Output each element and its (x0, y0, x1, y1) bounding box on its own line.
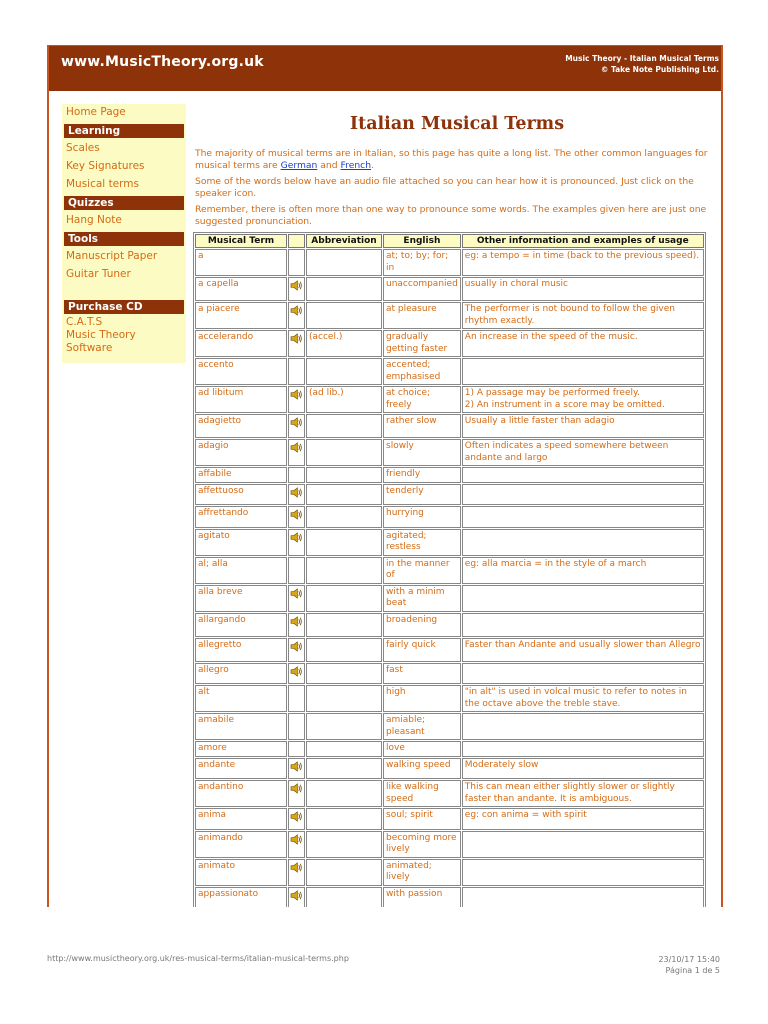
term-cell: amabile (195, 713, 287, 740)
sidebar-item-scales[interactable]: Scales (66, 142, 100, 154)
header-other-info: Other information and examples of usage (462, 234, 704, 248)
term-cell: animando (195, 831, 287, 858)
info-cell: 1) A passage may be performed freely. 2) An instrument in a score may be omitted. (462, 386, 704, 413)
intro-text: The majority of musical terms are in Italian, so this page has quite a long list. The other common languages for musical terms are (195, 148, 708, 171)
info-cell: Moderately slow (462, 758, 704, 780)
info-cell: An increase in the speed of the music. (462, 330, 704, 357)
abbreviation-cell (306, 713, 382, 740)
term-cell: allegretto (195, 638, 287, 662)
english-cell: tenderly (383, 484, 461, 506)
table-row (195, 758, 704, 780)
footer-url: http://www.musictheory.org.uk/res-musical-terms/italian-musical-terms.php (47, 954, 349, 963)
audio-cell[interactable] (288, 780, 305, 807)
speaker-icon[interactable] (290, 333, 303, 344)
audio-cell (288, 685, 305, 712)
term-cell: a (195, 249, 287, 276)
abbreviation-cell: (ad lib.) (306, 386, 382, 413)
english-cell: high (383, 685, 461, 712)
table-header-row (195, 234, 704, 248)
english-cell: at; to; by; for; in (383, 249, 461, 276)
audio-cell (288, 249, 305, 276)
info-cell: eg: alla marcia = in the style of a march (462, 557, 704, 584)
english-cell: accented; emphasised (383, 358, 461, 385)
info-cell: The performer is not bound to follow the given rhythm exactly. (462, 302, 704, 329)
abbreviation-cell (306, 758, 382, 780)
english-cell: walking speed (383, 758, 461, 780)
abbreviation-cell (306, 638, 382, 662)
info-cell (462, 585, 704, 612)
audio-cell[interactable] (288, 439, 305, 466)
abbreviation-cell (306, 685, 382, 712)
abbreviation-cell (306, 439, 382, 466)
term-cell: a piacere (195, 302, 287, 329)
abbreviation-cell: (accel.) (306, 330, 382, 357)
abbreviation-cell (306, 663, 382, 685)
audio-cell[interactable] (288, 506, 305, 528)
term-cell: al; alla (195, 557, 287, 584)
term-cell: accelerando (195, 330, 287, 357)
term-cell: andantino (195, 780, 287, 807)
intro-end: . (371, 159, 374, 171)
info-cell (462, 887, 704, 908)
audio-cell[interactable] (288, 859, 305, 886)
table-row (195, 484, 704, 506)
english-cell: rather slow (383, 414, 461, 438)
banner-info-title: Music Theory - Italian Musical Terms (565, 54, 719, 63)
table-row (195, 529, 704, 556)
sidebar-item-key-signatures[interactable]: Key Signatures (66, 160, 145, 172)
info-cell (462, 859, 704, 886)
table-row (195, 506, 704, 528)
footer-date: 23/10/17 15:40 (658, 955, 720, 964)
speaker-icon[interactable] (290, 761, 303, 772)
audio-cell[interactable] (288, 302, 305, 329)
term-cell: adagietto (195, 414, 287, 438)
speaker-icon[interactable] (290, 783, 303, 794)
speaker-icon[interactable] (290, 834, 303, 845)
sidebar-heading-quizzes: Quizzes (64, 196, 184, 210)
term-cell: allegro (195, 663, 287, 685)
speaker-icon[interactable] (290, 280, 303, 291)
english-cell: friendly (383, 467, 461, 483)
page-frame (47, 45, 723, 907)
audio-cell[interactable] (288, 277, 305, 301)
english-cell: slowly (383, 439, 461, 466)
pronounce-paragraph: Remember, there is often more than one way to pronounce some words. The examples given here are just one suggested pronunciation. (195, 204, 707, 227)
table-row (195, 249, 704, 276)
abbreviation-cell (306, 414, 382, 438)
abbreviation-cell (306, 613, 382, 637)
english-cell: agitated; restless (383, 529, 461, 556)
footer-page: Página 1 de 5 (665, 966, 720, 975)
term-cell: affettuoso (195, 484, 287, 506)
abbreviation-cell (306, 529, 382, 556)
speaker-icon[interactable] (290, 666, 303, 677)
table-row (195, 386, 704, 413)
english-cell: amiable; pleasant (383, 713, 461, 740)
audio-cell[interactable] (288, 663, 305, 685)
info-cell (462, 529, 704, 556)
table-row (195, 638, 704, 662)
intro-and: and (317, 159, 341, 171)
speaker-icon[interactable] (290, 442, 303, 453)
abbreviation-cell (306, 467, 382, 483)
abbreviation-cell (306, 831, 382, 858)
banner-info (565, 53, 719, 75)
term-cell: alla breve (195, 585, 287, 612)
table-row (195, 859, 704, 886)
audio-cell[interactable] (288, 808, 305, 830)
header-musical-term: Musical Term (195, 234, 287, 248)
abbreviation-cell (306, 358, 382, 385)
term-cell: affrettando (195, 506, 287, 528)
audio-cell (288, 713, 305, 740)
table-row (195, 663, 704, 685)
site-banner (49, 46, 721, 91)
speaker-icon[interactable] (290, 305, 303, 316)
english-cell: love (383, 741, 461, 757)
audio-cell[interactable] (288, 529, 305, 556)
info-cell (462, 506, 704, 528)
english-cell: like walking speed (383, 780, 461, 807)
info-cell: eg: con anima = with spirit (462, 808, 704, 830)
audio-cell[interactable] (288, 831, 305, 858)
sidebar-cats-line2[interactable]: Music Theory (66, 329, 136, 341)
abbreviation-cell (306, 741, 382, 757)
table-row (195, 439, 704, 466)
info-cell (462, 831, 704, 858)
info-cell: usually in choral music (462, 277, 704, 301)
term-cell: agitato (195, 529, 287, 556)
sidebar (62, 104, 186, 363)
table-row (195, 302, 704, 329)
abbreviation-cell (306, 277, 382, 301)
audio-cell[interactable] (288, 613, 305, 637)
speaker-icon[interactable] (290, 532, 303, 543)
french-link[interactable]: French (340, 159, 372, 171)
abbreviation-cell (306, 249, 382, 276)
audio-cell[interactable] (288, 386, 305, 413)
term-cell: affabile (195, 467, 287, 483)
speaker-icon[interactable] (290, 389, 303, 400)
sidebar-heading-learning: Learning (64, 124, 184, 138)
sidebar-heading-purchase-cd: Purchase CD (64, 300, 184, 314)
info-cell: This can mean either slightly slower or slightly faster than andante. It is ambiguous. (462, 780, 704, 807)
abbreviation-cell (306, 859, 382, 886)
info-cell: Often indicates a speed somewhere between andante and largo (462, 439, 704, 466)
table-row (195, 358, 704, 385)
info-cell (462, 663, 704, 685)
footer-date-page (658, 954, 720, 976)
audio-cell[interactable] (288, 484, 305, 506)
speaker-icon[interactable] (290, 616, 303, 627)
english-cell: with a minim beat (383, 585, 461, 612)
term-cell: anima (195, 808, 287, 830)
sidebar-cats-line1[interactable]: C.A.T.S (66, 316, 103, 328)
english-cell: animated; lively (383, 859, 461, 886)
speaker-icon[interactable] (290, 588, 303, 599)
audio-cell (288, 741, 305, 757)
term-cell: accento (195, 358, 287, 385)
english-cell: hurrying (383, 506, 461, 528)
audio-cell[interactable] (288, 758, 305, 780)
term-cell: adagio (195, 439, 287, 466)
banner-info-copyright: © Take Note Publishing Ltd. (600, 65, 719, 74)
abbreviation-cell (306, 557, 382, 584)
german-link[interactable]: German (280, 159, 318, 171)
info-cell: Usually a little faster than adagio (462, 414, 704, 438)
english-cell: becoming more lively (383, 831, 461, 858)
sidebar-item-guitar-tuner[interactable]: Guitar Tuner (66, 268, 131, 280)
header-abbreviation: Abbreviation (306, 234, 382, 248)
table-row (195, 467, 704, 483)
sidebar-heading-tools: Tools (64, 232, 184, 246)
term-cell: alt (195, 685, 287, 712)
english-cell: at pleasure (383, 302, 461, 329)
table-row (195, 713, 704, 740)
sidebar-cats-line3[interactable]: Software (66, 342, 113, 354)
abbreviation-cell (306, 484, 382, 506)
info-cell (462, 613, 704, 637)
audio-cell[interactable] (288, 638, 305, 662)
table-row (195, 887, 704, 908)
english-cell: soul; spirit (383, 808, 461, 830)
speaker-icon[interactable] (290, 862, 303, 873)
english-cell: broadening (383, 613, 461, 637)
table-row (195, 780, 704, 807)
term-cell: appassionato (195, 887, 287, 908)
english-cell: at choice; freely (383, 386, 461, 413)
table-row (195, 557, 704, 584)
english-cell: in the manner of (383, 557, 461, 584)
table-row (195, 685, 704, 712)
info-cell (462, 713, 704, 740)
table-row (195, 414, 704, 438)
speaker-icon[interactable] (290, 811, 303, 822)
audio-cell[interactable] (288, 330, 305, 357)
speaker-icon[interactable] (290, 641, 303, 652)
terms-table (193, 232, 706, 907)
speaker-icon[interactable] (290, 890, 303, 901)
abbreviation-cell (306, 302, 382, 329)
english-cell: with passion (383, 887, 461, 908)
term-cell: a capella (195, 277, 287, 301)
term-cell: amore (195, 741, 287, 757)
abbreviation-cell (306, 887, 382, 908)
sidebar-item-home[interactable]: Home Page (66, 106, 126, 118)
info-cell (462, 358, 704, 385)
audio-cell[interactable] (288, 414, 305, 438)
info-cell: eg: a tempo = in time (back to the previous speed). (462, 249, 704, 276)
audio-cell (288, 557, 305, 584)
term-cell: animato (195, 859, 287, 886)
main-content (195, 104, 719, 907)
table-row (195, 330, 704, 357)
abbreviation-cell (306, 808, 382, 830)
table-row (195, 613, 704, 637)
english-cell: unaccompanied (383, 277, 461, 301)
info-cell: "in alt" is used in volcal music to refer to notes in the octave above the treble stave. (462, 685, 704, 712)
abbreviation-cell (306, 780, 382, 807)
site-name[interactable]: www.MusicTheory.org.uk (61, 54, 264, 70)
table-row (195, 831, 704, 858)
audio-paragraph: Some of the words below have an audio file attached so you can hear how it is pronounced. Just click on the speaker icon. (195, 176, 694, 199)
table-row (195, 585, 704, 612)
table-row (195, 277, 704, 301)
audio-cell (288, 358, 305, 385)
sidebar-item-musical-terms[interactable]: Musical terms (66, 178, 139, 190)
header-english: English (383, 234, 461, 248)
table-row (195, 741, 704, 757)
abbreviation-cell (306, 506, 382, 528)
sidebar-item-hang-note[interactable]: Hang Note (66, 214, 122, 226)
speaker-icon[interactable] (290, 417, 303, 428)
english-cell: fast (383, 663, 461, 685)
table-row (195, 808, 704, 830)
audio-cell[interactable] (288, 585, 305, 612)
term-cell: andante (195, 758, 287, 780)
page-title: Italian Musical Terms (349, 114, 565, 134)
intro-paragraph (195, 148, 719, 171)
sidebar-item-cats[interactable] (62, 316, 186, 355)
term-cell: ad libitum (195, 386, 287, 413)
english-cell: fairly quick (383, 638, 461, 662)
info-cell (462, 741, 704, 757)
header-audio (288, 234, 305, 248)
info-cell (462, 467, 704, 483)
sidebar-item-manuscript-paper[interactable]: Manuscript Paper (66, 250, 158, 262)
term-cell: allargando (195, 613, 287, 637)
audio-cell (288, 467, 305, 483)
speaker-icon[interactable] (290, 487, 303, 498)
audio-cell[interactable] (288, 887, 305, 908)
info-cell: Faster than Andante and usually slower than Allegro (462, 638, 704, 662)
speaker-icon[interactable] (290, 509, 303, 520)
abbreviation-cell (306, 585, 382, 612)
info-cell (462, 484, 704, 506)
english-cell: gradually getting faster (383, 330, 461, 357)
